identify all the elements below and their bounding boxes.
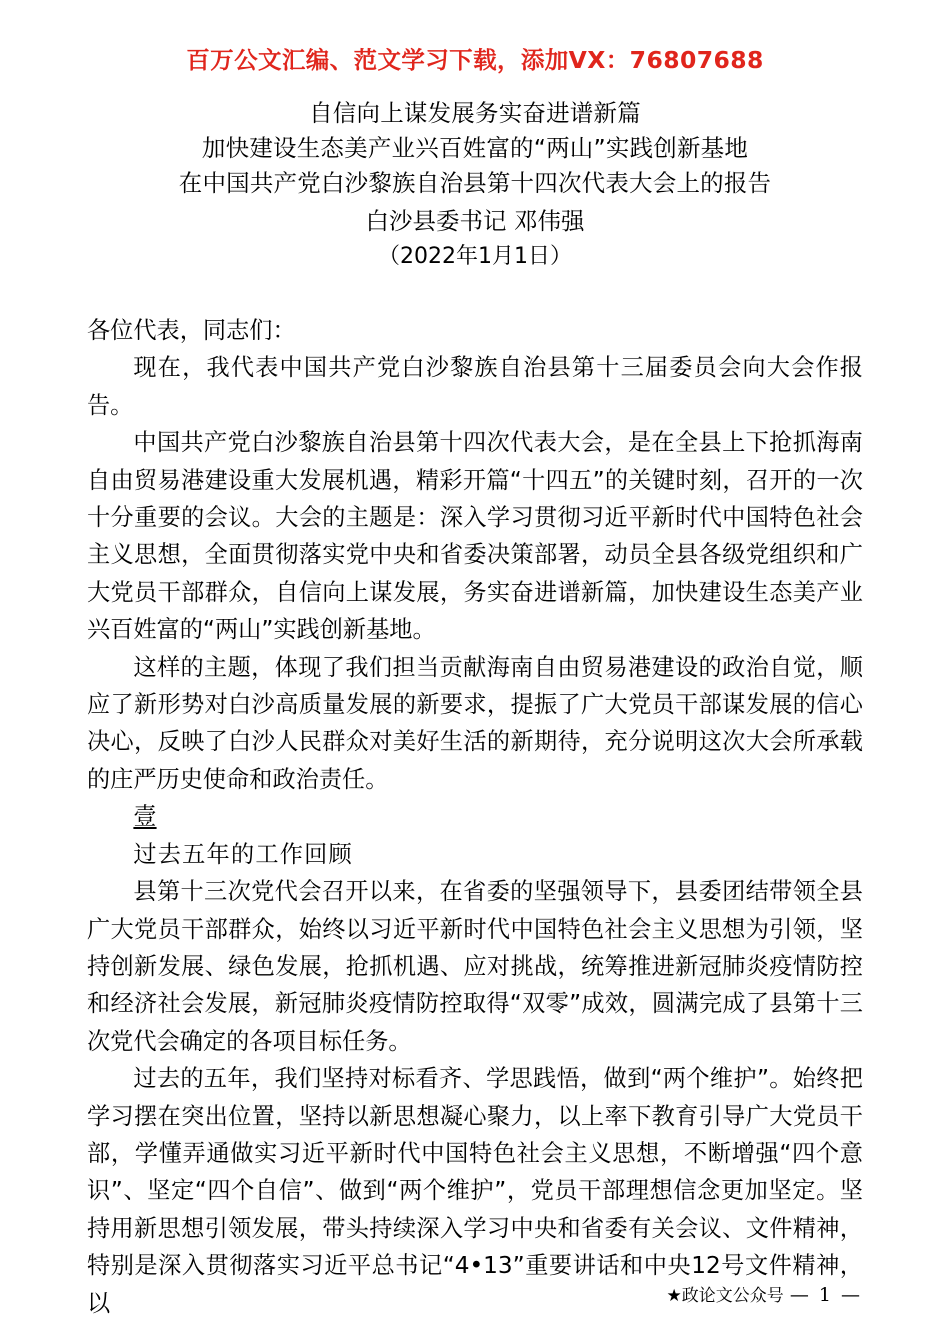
paragraph-1: 现在，我代表中国共产党白沙黎族自治县第十三届委员会向大会作报告。	[87, 354, 863, 419]
title-author: 白沙县委书记 邓伟强	[365, 207, 585, 235]
title-date: （2022年1月1日）	[378, 244, 572, 269]
promo-banner-text: 百万公文汇编、范文学习下载，添加VX：76807688	[186, 46, 764, 74]
footer-watermark: ★政论文公众号	[666, 1286, 784, 1306]
paragraph-3: 这样的主题，体现了我们担当贡献海南自由贸易港建设的政治自觉，顺应了新形势对白沙高质量发展的新要求，提振了广大党员干部谋发展的信心决心，反映了白沙人民群众对美好生活的新期待，充分说明这次大会所承载的庄严历史使命和政治责任。	[87, 653, 863, 793]
paragraph-4: 县第十三次党代会召开以来，在省委的坚强领导下，县委团结带领全县广大党员干部群众，始终以习近平新时代中国特色社会主义思想为引领，坚持创新发展、绿色发展，抢抓机遇、应对挑战，统筹推进新冠肺炎疫情防控和经济社会发展，新冠肺炎疫情防控取得“双零”成效，圆满完成了县第十三次党代会确定的各项目标任务。	[87, 878, 863, 1055]
page-footer	[0, 1281, 950, 1306]
section-number-label: 壹	[133, 803, 157, 831]
document-title-block	[0, 96, 950, 275]
title-line-2: 加快建设生态美产业兴百姓富的“两山”实践创新基地	[201, 134, 749, 162]
section-heading: 过去五年的工作回顾	[133, 840, 353, 867]
title-line-1: 自信向上谋发展务实奋进谱新篇	[309, 99, 641, 127]
section-number	[87, 798, 863, 835]
salutation: 各位代表，同志们：	[87, 317, 296, 344]
paragraph-2: 中国共产党白沙黎族自治县第十四次代表大会，是在全县上下抢抓海南自由贸易港建设重大发展机遇，精彩开篇“十四五”的关键时刻，召开的一次十分重要的会议。大会的主题是：深入学习贯彻习近平新时代中国特色社会主义思想，全面贯彻落实党中央和省委决策部署，动员全县各级党组织和广大党员干部群众，自信向上谋发展，务实奋进谱新篇，加快建设生态美产业兴百姓富的“两山”实践创新基地。	[87, 429, 863, 644]
paragraph-5: 过去的五年，我们坚持对标看齐、学思践悟，做到“两个维护”。始终把学习摆在突出位置，坚持以新思想凝心聚力，以上率下教育引导广大党员干部，学懂弄通做实习近平新时代中国特色社会主义思想，不断增强“四个意识”、坚定“四个自信”、做到“两个维护”，党员干部理想信念更加坚定。坚持用新思想引领发展，带头持续深入学习中央和省委有关会议、文件精神，特别是深入贯彻落实习近平总书记“4•13”重要讲话和中央12号文件精神，以	[87, 1065, 863, 1317]
title-line-3: 在中国共产党白沙黎族自治县第十四次代表大会上的报告	[178, 169, 772, 197]
page-number: — 1 —	[789, 1284, 862, 1306]
document-body	[87, 312, 863, 1322]
